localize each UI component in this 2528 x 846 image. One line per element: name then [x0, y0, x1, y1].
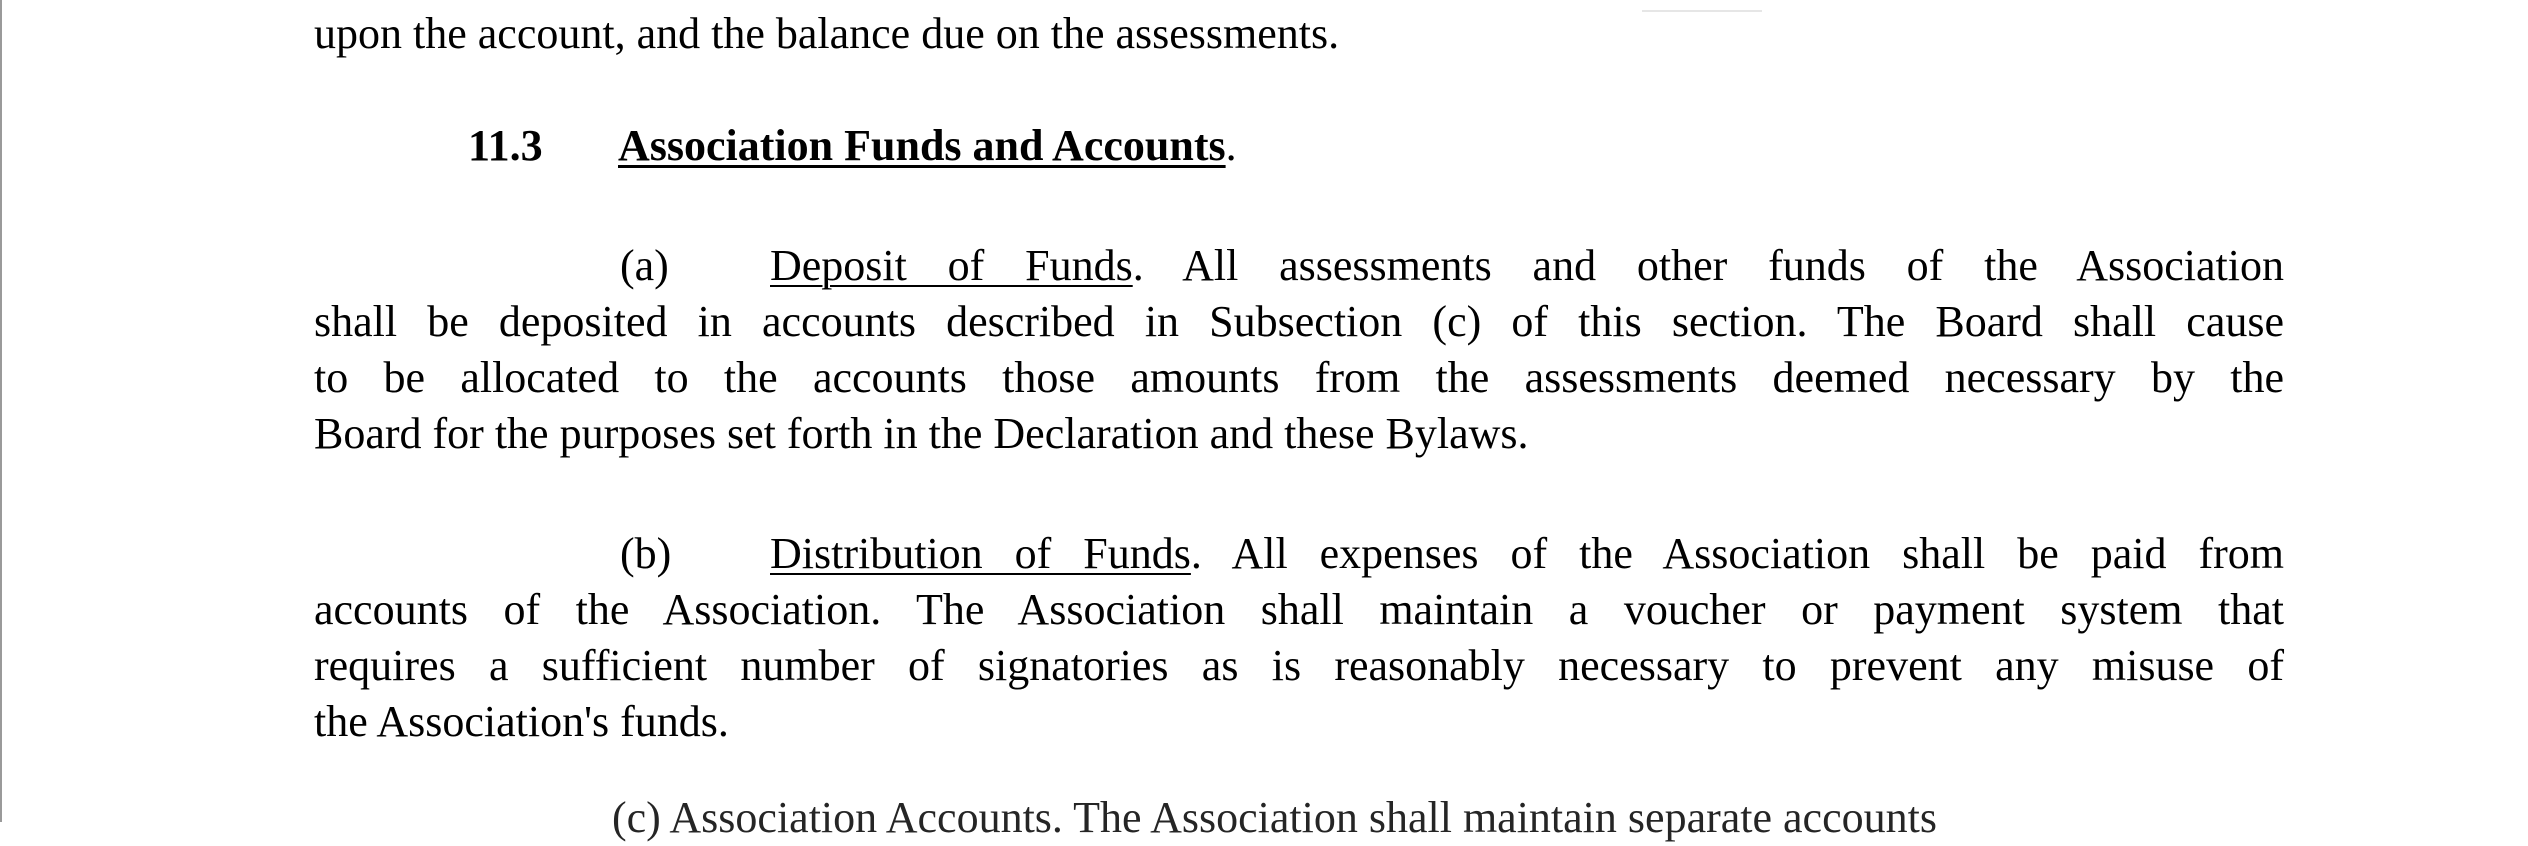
- para-a-line-3: to be allocated to the accounts those amounts from the assessments deemed necessary by the: [314, 353, 2284, 402]
- section-title: Association Funds and Accounts: [618, 121, 1226, 170]
- para-b-line-2: accounts of the Association. The Association shall maintain a voucher or payment system that: [314, 585, 2284, 634]
- para-b-label: (b): [620, 529, 672, 578]
- section-heading: [468, 118, 1237, 174]
- para-c-cutoff-line: (c) Association Accounts. The Association shall maintain separate accounts: [612, 793, 1937, 842]
- para-a-line-4: Board for the purposes set forth in the Declaration and these Bylaws.: [314, 409, 1529, 458]
- para-a-line-2: shall be deposited in accounts described in Subsection (c) of this section. The Board shall cause: [314, 297, 2284, 346]
- section-number: 11.3: [468, 121, 543, 170]
- text-line-top: upon the account, and the balance due on the assessments.: [314, 9, 1340, 58]
- para-a-first-line-rest: . All assessments and other funds of the Association: [1132, 241, 2284, 290]
- section-title-period: .: [1225, 121, 1237, 170]
- para-b-first-line-rest: . All expenses of the Association shall be paid from: [1190, 529, 2285, 578]
- para-a-label: (a): [620, 241, 669, 290]
- para-b-line-4: the Association's funds.: [314, 697, 729, 746]
- para-b-title: Distribution of Funds: [770, 529, 1191, 578]
- para-a-title: Deposit of Funds: [770, 241, 1133, 290]
- para-b-first-line: [620, 526, 2284, 582]
- para-b-line-3: requires a sufficient number of signatories as is reasonably necessary to prevent any misuse of: [314, 641, 2284, 690]
- para-a-first-line: [620, 238, 2284, 294]
